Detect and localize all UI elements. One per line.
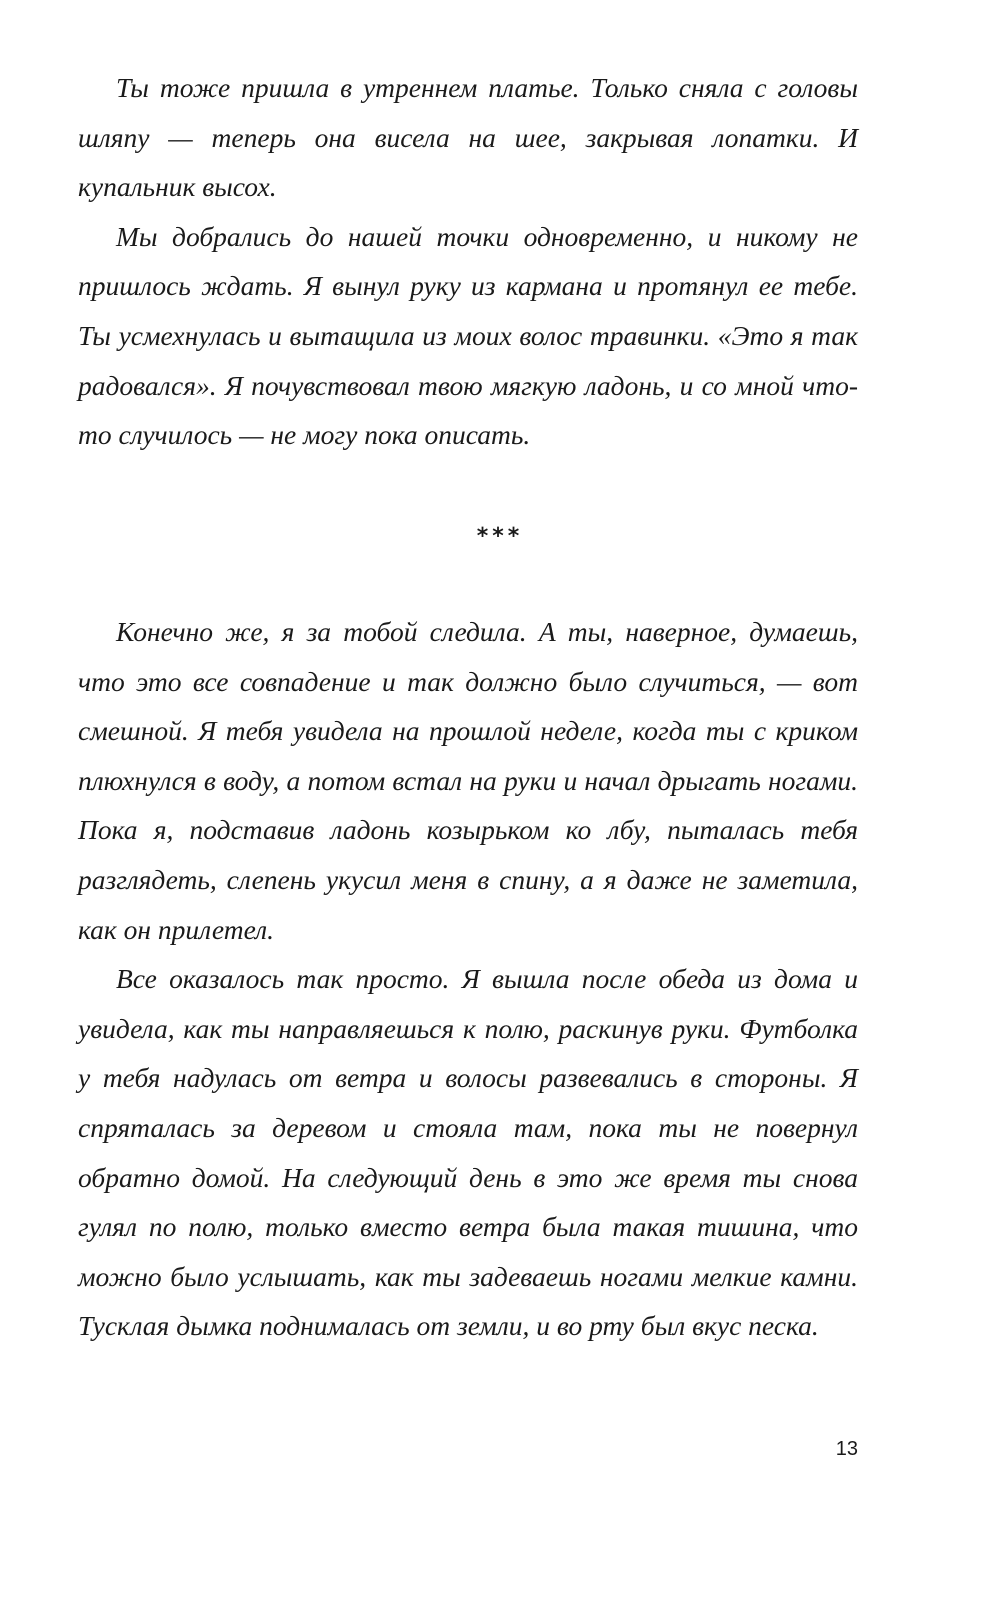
paragraph-4: Все оказалось так просто. Я вышла после обеда из дома и увидела, как ты направляешься к полю, раскинув руки. Футболка у тебя надулась от ветра и волосы развевались в стороны. Я спряталась за деревом и стояла там, пока ты не повернул обратно домой. На следующий день в это же время ты снова гулял по полю, только вместо ветра была такая тишина, что можно было услышать, как ты задеваешь ногами мелкие камни. Тусклая дымка поднималась от земли, и во рту был вкус песка. (78, 963, 858, 1342)
paragraph-2: Мы добрались до нашей точки одновременно, и никому не пришлось ждать. Я вынул руку из кармана и протянул ее тебе. Ты усмехнулась и вытащила из моих волос травинки. «Это я так радовался». Я почувствовал твою мягкую ладонь, и со мной что-то случилось — не могу пока описать. (78, 220, 858, 451)
paragraph-1: Ты тоже пришла в утреннем платье. Только сняла с головы шляпу — теперь она висела на шее, закрывая лопатки. И купальник высох. (78, 72, 858, 203)
section-separator: *** (476, 524, 524, 549)
page-number: 13 (835, 1438, 858, 1460)
paragraph-3: Конечно же, я за тобой следила. А ты, наверное, думаешь, что это все совпадение и так должно было случиться, — вот смешной. Я тебя увидела на прошлой неделе, когда ты с криком плюхнулся в воду, а потом встал на руки и начал дрыгать ногами. Пока я, подставив ладонь козырьком ко лбу, пыталась тебя разглядеть, слепень укусил меня в спину, а я даже не заметила, как он прилетел. (78, 616, 858, 945)
text-section-bottom (78, 607, 858, 1351)
text-section-top (78, 63, 858, 460)
